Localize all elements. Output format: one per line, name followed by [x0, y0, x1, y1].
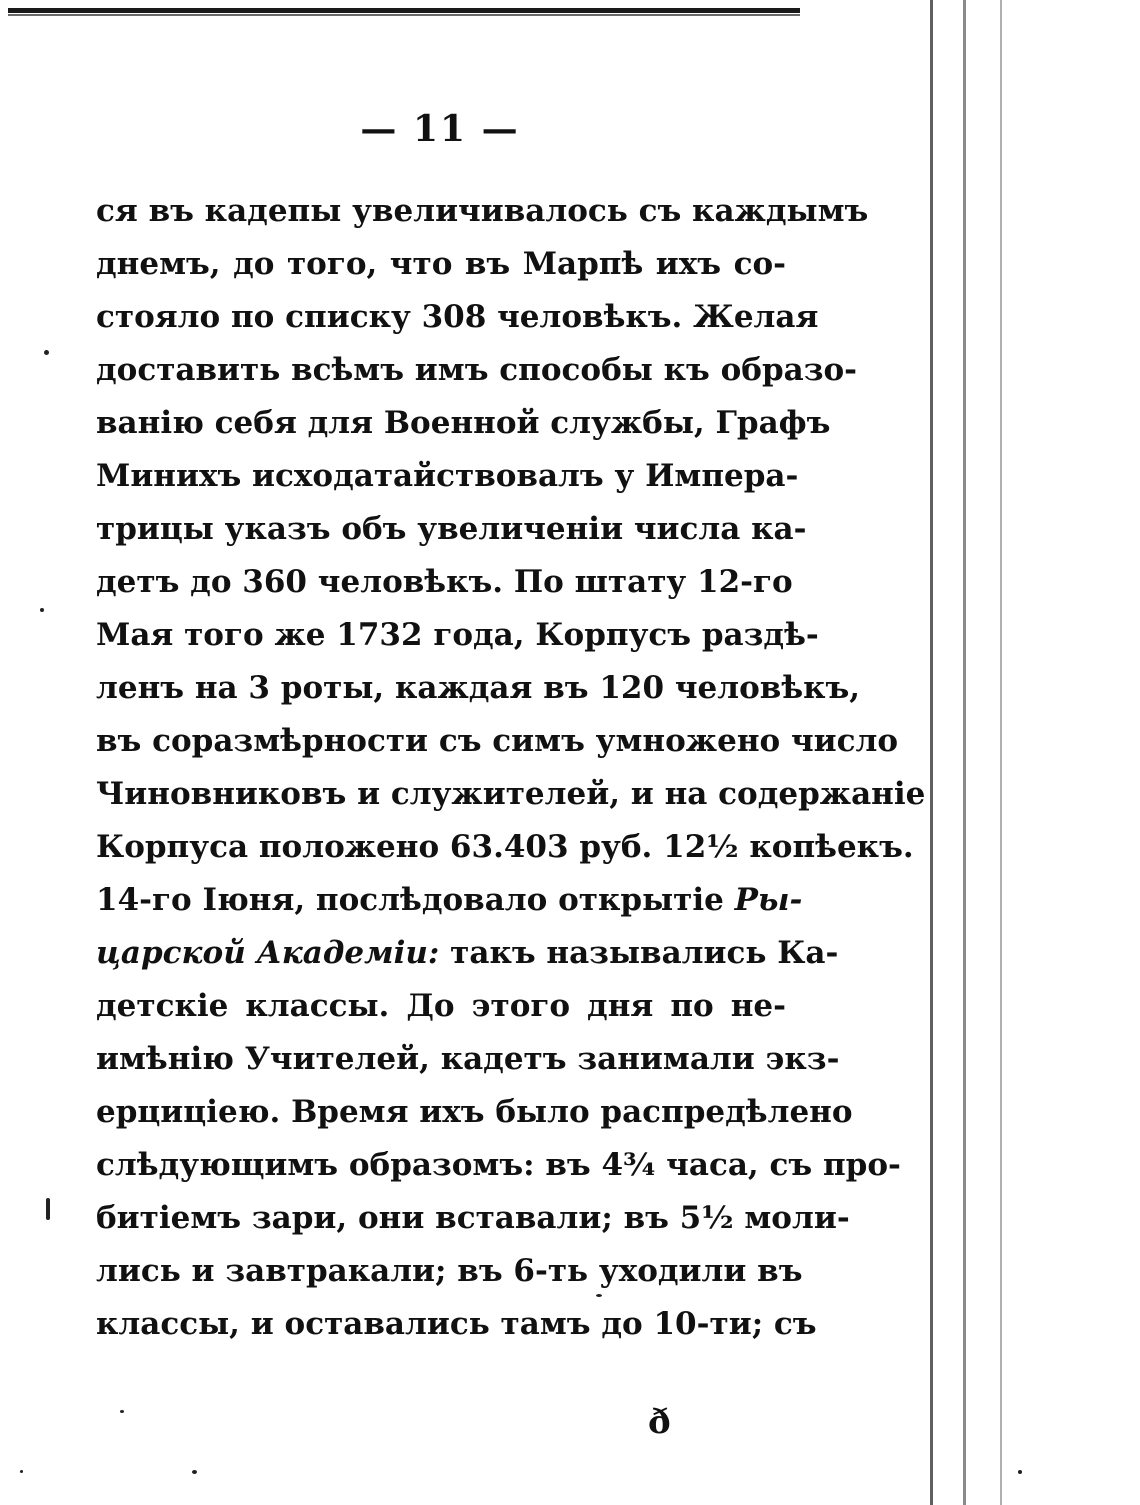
page-edge-line	[930, 0, 933, 1505]
scan-speck	[44, 350, 49, 355]
scan-speck	[40, 608, 44, 612]
text-line: 14-го Іюня, послѣдовало открытіе Ры-	[96, 882, 803, 918]
text-line: Минихъ исходатайствовалъ у Импера-	[96, 458, 799, 494]
text-line: ерциціею. Время ихъ было распредѣлено	[96, 1094, 853, 1130]
text-line: детъ до 360 человѣкъ. По штату 12-го	[96, 564, 793, 600]
page-number: — 11 —	[360, 108, 520, 150]
text-line: лись и завтракали; въ 6-ть уходили въ	[96, 1253, 803, 1289]
italic-text: царской Академіи:	[96, 935, 440, 971]
scan-speck	[46, 1198, 50, 1220]
body-text	[96, 185, 926, 1351]
scan-speck	[596, 1294, 602, 1297]
text-line: трицы указъ объ увеличеніи числа ка-	[96, 511, 807, 547]
text-line: детскіе классы. До этого дня по не-	[96, 988, 786, 1024]
text-line: въ соразмѣрности съ симъ умножено число	[96, 723, 899, 759]
scan-speck	[20, 1470, 23, 1473]
top-border-rule	[8, 8, 800, 13]
scan-speck	[1018, 1470, 1022, 1474]
text-line: Корпуса положено 63.403 руб. 12½ копѣекъ.	[96, 829, 914, 865]
page-edge-line-3	[1000, 0, 1002, 1505]
text-line: ванію себя для Военной службы, Графъ	[96, 405, 831, 441]
text-line: ленъ на 3 роты, каждая въ 120 человѣкъ,	[96, 670, 861, 706]
scan-speck	[192, 1470, 197, 1474]
italic-text: Ры-	[734, 882, 803, 918]
text-line: битіемъ зари, они вставали; въ 5½ моли-	[96, 1200, 850, 1236]
text-line: доставить всѣмъ имъ способы къ образо-	[96, 352, 858, 388]
signature-mark: ð	[648, 1402, 671, 1442]
top-border-rule-thin	[8, 14, 800, 16]
text-line: имѣнію Учителей, кадетъ занимали экз-	[96, 1041, 840, 1077]
scan-speck	[120, 1410, 124, 1413]
text-line: Мая того же 1732 года, Корпусъ раздѣ-	[96, 617, 819, 653]
text-line: ся въ кадепы увеличивалось съ каждымъ	[96, 193, 869, 229]
text-line: слѣдующимъ образомъ: въ 4¾ часа, съ про-	[96, 1147, 901, 1183]
text-line: стояло по списку 308 человѣкъ. Желая	[96, 299, 819, 335]
page-edge-line-2	[963, 0, 966, 1505]
text-line: Чиновниковъ и служителей, и на содержаніе	[96, 776, 926, 812]
text-line: царской Академіи: такъ назывались Ка-	[96, 935, 839, 971]
text-line: классы, и оставались тамъ до 10-ти; съ	[96, 1306, 817, 1342]
text-line: днемъ, до того, что въ Марпѣ ихъ со-	[96, 246, 786, 282]
